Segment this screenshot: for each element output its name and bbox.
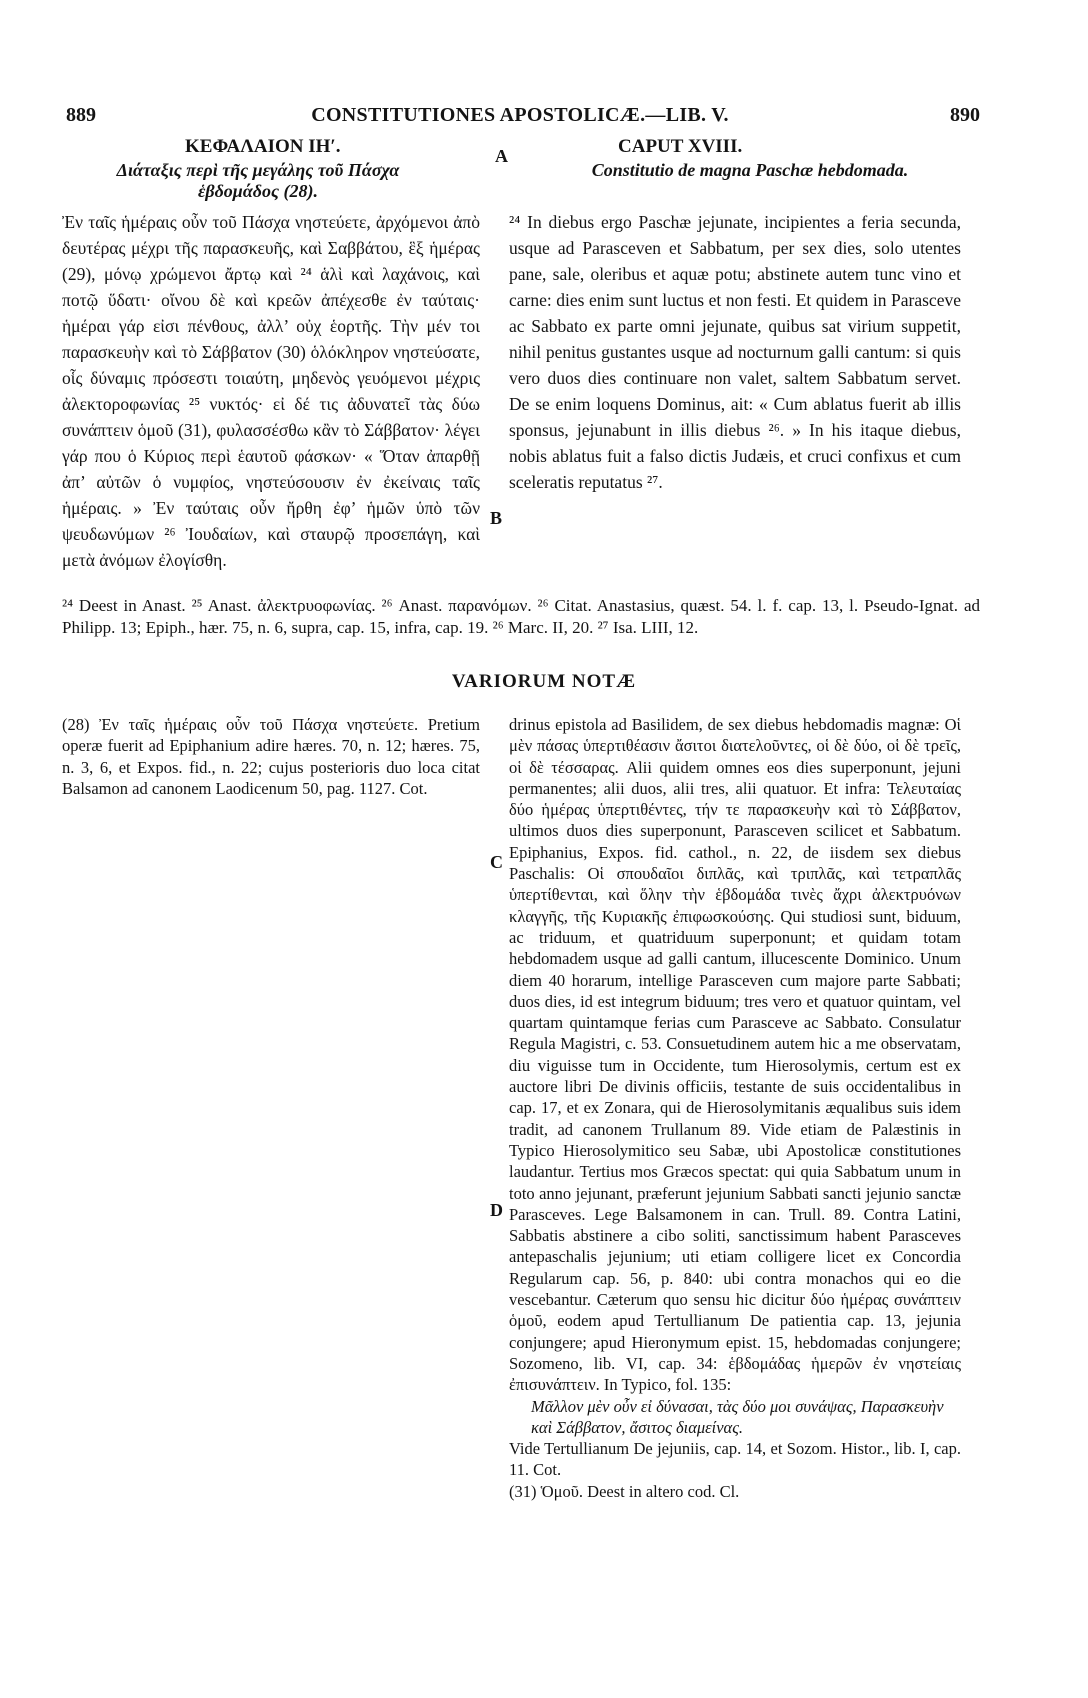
notes-left-column <box>62 714 480 799</box>
running-head <box>60 104 980 134</box>
greek-chapter-heading: ΚΕΦΑΛΑΙΟΝ ΙΗʹ. <box>185 136 341 157</box>
note-paragraph: drinus epistola ad Basilidem, de sex diebus hebdomadis magnæ: Οἱ μὲν πάσας ὑπερτιθέασιν ἄσιτοι διατελοῦντες, οἱ δὲ δύο, οἱ δὲ τρεῖς, οἱ δὲ τέσσαρας. Alii quidem omnes eos dies superponunt, jejuni permanentes; alii duos, alii tres, alii quatuor. Et infra: Τελευταίας δύο ἡμέρας ὑπερτιθέντες, τήν τε παρασκευὴν καὶ τὸ Σάββατον, ultimos duos dies superponunt, Parasceven scilicet et Sabbatum. Epiphanius, Expos. fid. cathol., n. 22, de iisdem sex diebus Paschalis: Οἱ σπουδαῖοι διπλᾶς, καὶ τριπλᾶς, καὶ τετραπλᾶς ὑπερτίθενται, καὶ ὅλην τὴν ἑβδομάδα τινὲς ἄχρι ἀλεκτρυόνων κλαγγῆς, τῆς Κυριακῆς ἐπιφωσκούσης. Qui studiosi sunt, biduum, ac triduum, et quatriduum superponunt; et quidam totam hebdomadem usque ad galli cantum, illucescente Dominico. Unum diem 40 horarum, intellige Parasceven cum majore parte Sabbati; duos dies, id est integrum biduum; tres vero et quatuor quintam, vel quartam quintamque ferias cum Parasceve ac Sabbato. Consulatur Regula Magistri, c. 53. Consuetudinem autem hic a me observatam, diu viguisse tum in Occidente, tum Hierosolymis, certum est ex auctore libri De divinis officiis, testante de suis occidentalibus in cap. 17, et ex Zonara, qui de Hierosolymitanis æqualibus suis idem tradit, ad canonem Trullanum 89. Vide etiam de Palæstinis in Typico Hierosolymitico seu Sabæ, ubi Apostolicæ constitutiones laudantur. Tertius mos Græcos spectat: qui quia Sabbatum unum in toto anno jejunant, præferunt jejunium Sabbati sancti jejunio sanctæ Parasceves. Lege Balsamonem in can. Trull. 89. Contra Latini, Sabbatis abstinere a cibo soliti, sanctissimum habent Parasceves antepaschalis jejunium; uti etiam colligere licet ex Concordia Regularum cap. 56, p. 840: ubi contra monachos qui eo die vescebantur. Cæterum quo sensu hic dicitur δύο ἡμέρας συνάπτειν ὁμοῦ, eodem apud Tertullianum De patientia cap. 13, jejunia conjungere; apud Hieronymum epist. 15, hebdomadas conjungere; Sozomeno, lib. VI, cap. 34: ἑβδομάδας ἡμερῶν ἐν νηστείαις ἐπισυνάπτειν. In Typico, fol. 135: <box>509 715 961 1395</box>
footnotes-text: ²⁴ Deest in Anast. ²⁵ Anast. ἀλεκτρυοφωνίας. ²⁶ Anast. παρανόμων. ²⁶ Citat. Anastasius, quæst. 54. l. f. cap. 13, l. Pseudo-Ignat. ad Philipp. 13; Epiph., hær. 75, n. 6, supra, cap. 15, infra, cap. 19. ²⁶ Marc. II, 20. ²⁷ Isa. LIII, 12. <box>62 596 980 637</box>
page-number-left: 889 <box>66 104 96 126</box>
footnotes <box>62 595 980 638</box>
latin-text-column <box>509 209 961 495</box>
latin-chapter-subtitle: Constitutio de magna Paschæ hebdomada. <box>591 160 909 180</box>
running-title: CONSTITUTIONES APOSTOLICÆ.—LIB. V. <box>311 104 729 126</box>
page-number-right: 890 <box>950 104 980 126</box>
note-paragraph: Vide Tertullianum De jejuniis, cap. 14, et Sozom. Histor., lib. I, cap. 11. Cot. <box>509 1439 961 1480</box>
latin-text: ²⁴ In diebus ergo Paschæ jejunate, incipientes a feria secunda, usque ad Parasceven et Sabbatum, per sex dies, solo utentes pane, sale, oleribus et aquæ potu; abstinete autem tunc vino et carne: dies enim sunt luctus et non festi. Et quidem in Parasceve ac Sabbato ex parte omni jejunate, quibus sat virium suppetit, nihil penitus gustantes usque ad nocturnum galli cantum: si quis vero duos dies continuare non valet, saltem Sabbatum servet. De se enim loquens Dominus, ait: « Cum ablatus fuerit ab illis sponsus, jejunabunt in illis diebus ²⁶. » In his itaque diebus, nobis ablatus fuit a falso dictis Judæis, et cruci confixus et cum sceleratis reputatus ²⁷. <box>509 212 961 492</box>
note-paragraph: (28) Ἐν ταῖς ἡμέραις οὖν τοῦ Πάσχα νηστεύετε. Pretium operæ fuerit ad Epiphanium adire hæres. 70, n. 12; hæres. 75, n. 3, 6, et Expos. fid., n. 22; cujus posterioris duo loca citat Balsamon ad canonem Laodicenum 50, pag. 1127. Cot. <box>62 715 480 798</box>
margin-marker-a: A <box>495 146 508 166</box>
greek-text: Ἐν ταῖς ἡμέραις οὖν τοῦ Πάσχα νηστεύετε, ἀρχόμενοι ἀπὸ δευτέρας μέχρι τῆς παρασκευῆς, καὶ Σαββάτου, ἓξ ἡμέρας (29), μόνῳ χρώμενοι ἄρτῳ καὶ ²⁴ ἁλὶ καὶ λαχάνοις, καὶ ποτῷ ὕδατι· οἴνου δὲ καὶ κρεῶν ἀπέχεσθε ἐν ταύταις· ἡμέραι γάρ εἰσι πένθους, ἀλλ’ οὐχ ἑορτῆς. Τὴν μέν τοι παρασκευὴν καὶ τὸ Σάββατον (30) ὁλόκληρον νηστεύσατε, οἷς δύναμις πρόσεστι τοιαύτη, μηδενὸς γευόμενοι μέχρις ἀλεκτοροφωνίας ²⁵ νυκτός· εἰ δέ τις ἀδυνατεῖ τὰς δύω συνάπτειν ὁμοῦ (31), φυλασσέσθω κἂν τὸ Σάββατον· λέγει γάρ που ὁ Κύριος περὶ ἑαυτοῦ φάσκων· « Ὅταν ἀπαρθῇ ἀπ’ αὐτῶν ὁ νυμφίος, νηστεύσουσιν ἐν ἐκείναις ταῖς ἡμέραις. » Ἐν ταύταις οὖν ἤρθη ἐφ’ ἡμῶν ὑπὸ τῶν ψευδωνύμων ²⁶ Ἰουδαίων, καὶ σταυρῷ προσεπάγη, καὶ μετὰ ἀνόμων ἐλογίσθη. <box>62 212 480 570</box>
notes-right-column <box>509 714 961 1502</box>
greek-text-column <box>62 209 480 573</box>
latin-chapter-heading: CAPUT XVIII. <box>618 136 743 157</box>
note-paragraph: (31) Ὁμοῦ. Deest in altero cod. Cl. <box>509 1481 740 1501</box>
margin-marker-d: D <box>490 1200 503 1220</box>
notes-section-title: VARIORUM NOTÆ <box>451 671 637 692</box>
margin-marker-b: B <box>490 508 503 528</box>
margin-marker-c: C <box>490 852 503 872</box>
verse-quote: Μᾶλλον μὲν οὖν εἰ δύνασαι, τὰς δύο μοι συνάψας, Παρασκευὴν καὶ Σάββατον, ἄσιτος διαμείνας. <box>531 1396 944 1437</box>
greek-chapter-subtitle: Διάταξις περὶ τῆς μεγάλης τοῦ Πάσχα ἑβδομάδος (28). <box>116 160 400 201</box>
